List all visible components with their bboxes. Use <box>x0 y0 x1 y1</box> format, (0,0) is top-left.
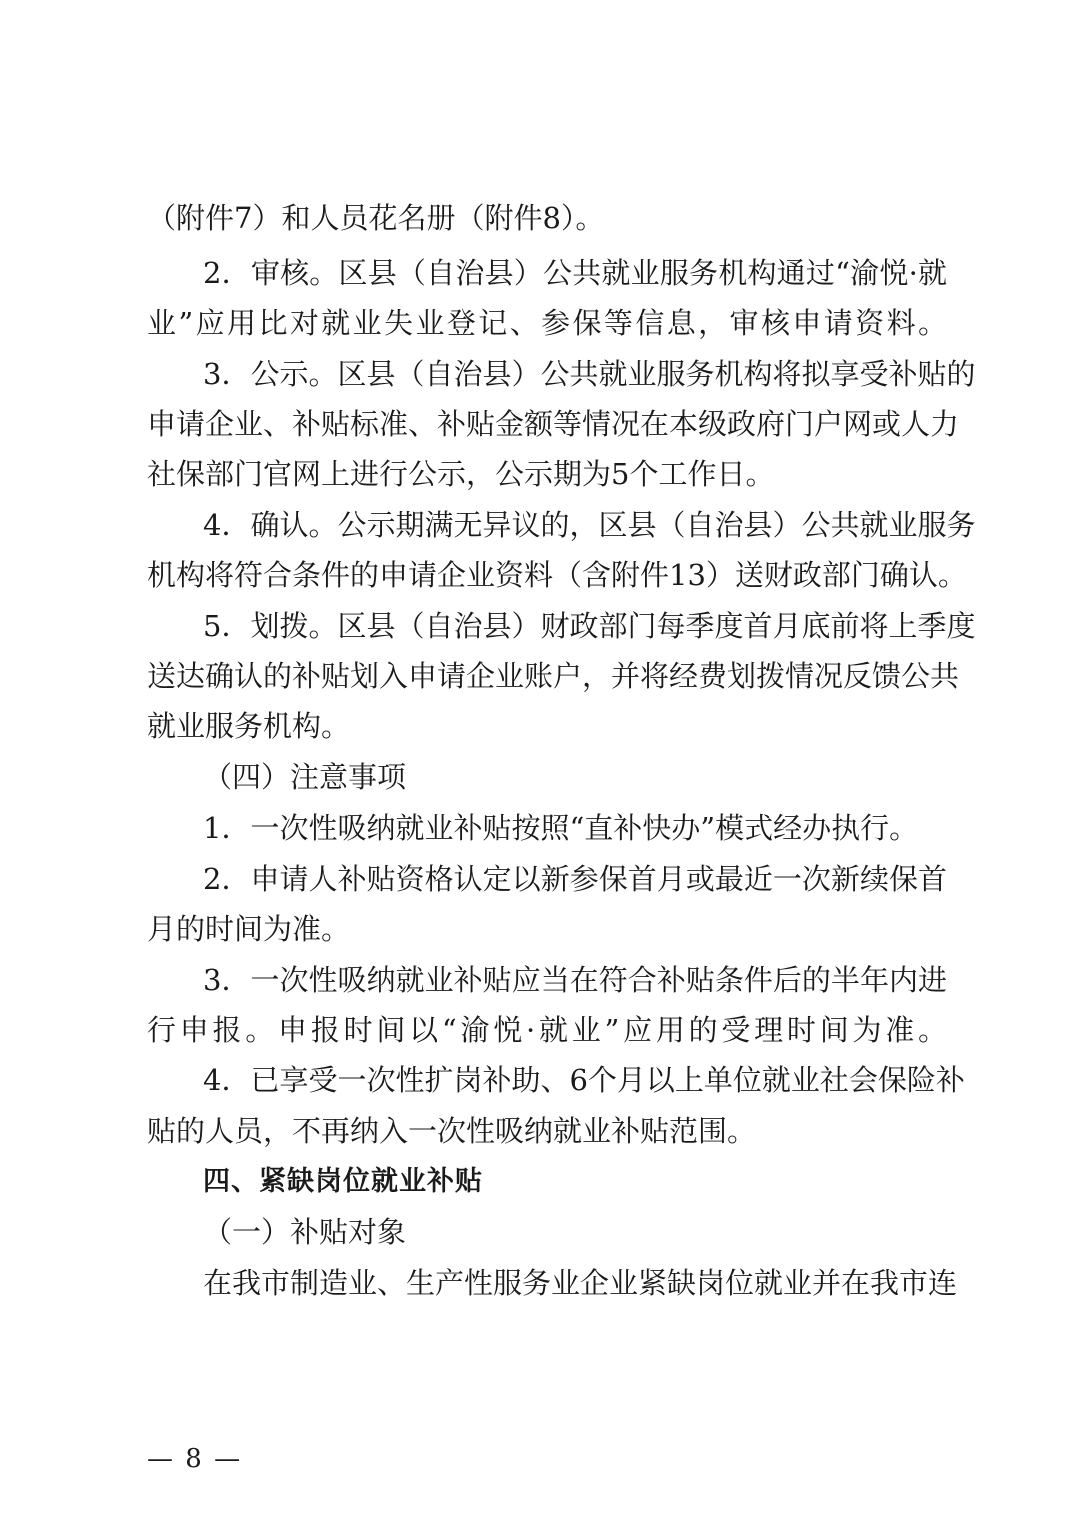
paragraph-line: 月的时间为准。 <box>147 912 351 946</box>
paragraph-line: 送达确认的补贴划入申请企业账户，并将经费划拨情况反馈公共 <box>147 659 960 693</box>
paragraph-line: 5．划拨。区县（自治县）财政部门每季度首月底前将上季度 <box>203 609 976 643</box>
paragraph-line: 4．已享受一次性扩岗补助、6个月以上单位就业社会保险补 <box>203 1063 965 1097</box>
paragraph-line: 贴的人员，不再纳入一次性吸纳就业补贴范围。 <box>147 1114 757 1148</box>
paragraph-line: 3．公示。区县（自治县）公共就业服务机构将拟享受补贴的 <box>203 357 976 391</box>
paragraph-line: 3．一次性吸纳就业补贴应当在符合补贴条件后的半年内进 <box>203 963 947 997</box>
paragraph-line: （附件7）和人员花名册（附件8）。 <box>147 201 605 235</box>
paragraph-line: 业”应用比对就业失业登记、参保等信息，审核申请资料。 <box>147 306 947 340</box>
paragraph-line: 社保部门官网上进行公示，公示期为5个工作日。 <box>147 457 775 491</box>
paragraph-line: 1．一次性吸纳就业补贴按照“直补快办”模式经办执行。 <box>203 811 919 845</box>
paragraph-line: 2．审核。区县（自治县）公共就业服务机构通过“渝悦·就 <box>203 256 947 290</box>
section-heading: 四、紧缺岗位就业补贴 <box>203 1166 483 1197</box>
paragraph-line: 在我市制造业、生产性服务业企业紧缺岗位就业并在我市连 <box>203 1266 958 1300</box>
page-number: — 8 — <box>147 1444 243 1474</box>
section-subheading: （一）补贴对象 <box>203 1215 407 1249</box>
paragraph-line: 4．确认。公示期满无异议的，区县（自治县）公共就业服务 <box>203 508 976 542</box>
paragraph-line: 申请企业、补贴标准、补贴金额等情况在本级政府门户网或人力 <box>147 407 960 441</box>
paragraph-line: 机构将符合条件的申请企业资料（含附件13）送财政部门确认。 <box>147 558 967 592</box>
paragraph-line: 行申报。申报时间以“渝悦·就业”应用的受理时间为准。 <box>147 1013 947 1047</box>
section-subheading: （四）注意事项 <box>203 760 407 794</box>
paragraph-line: 2．申请人补贴资格认定以新参保首月或最近一次新续保首 <box>203 862 947 896</box>
paragraph-line: 就业服务机构。 <box>147 709 351 743</box>
